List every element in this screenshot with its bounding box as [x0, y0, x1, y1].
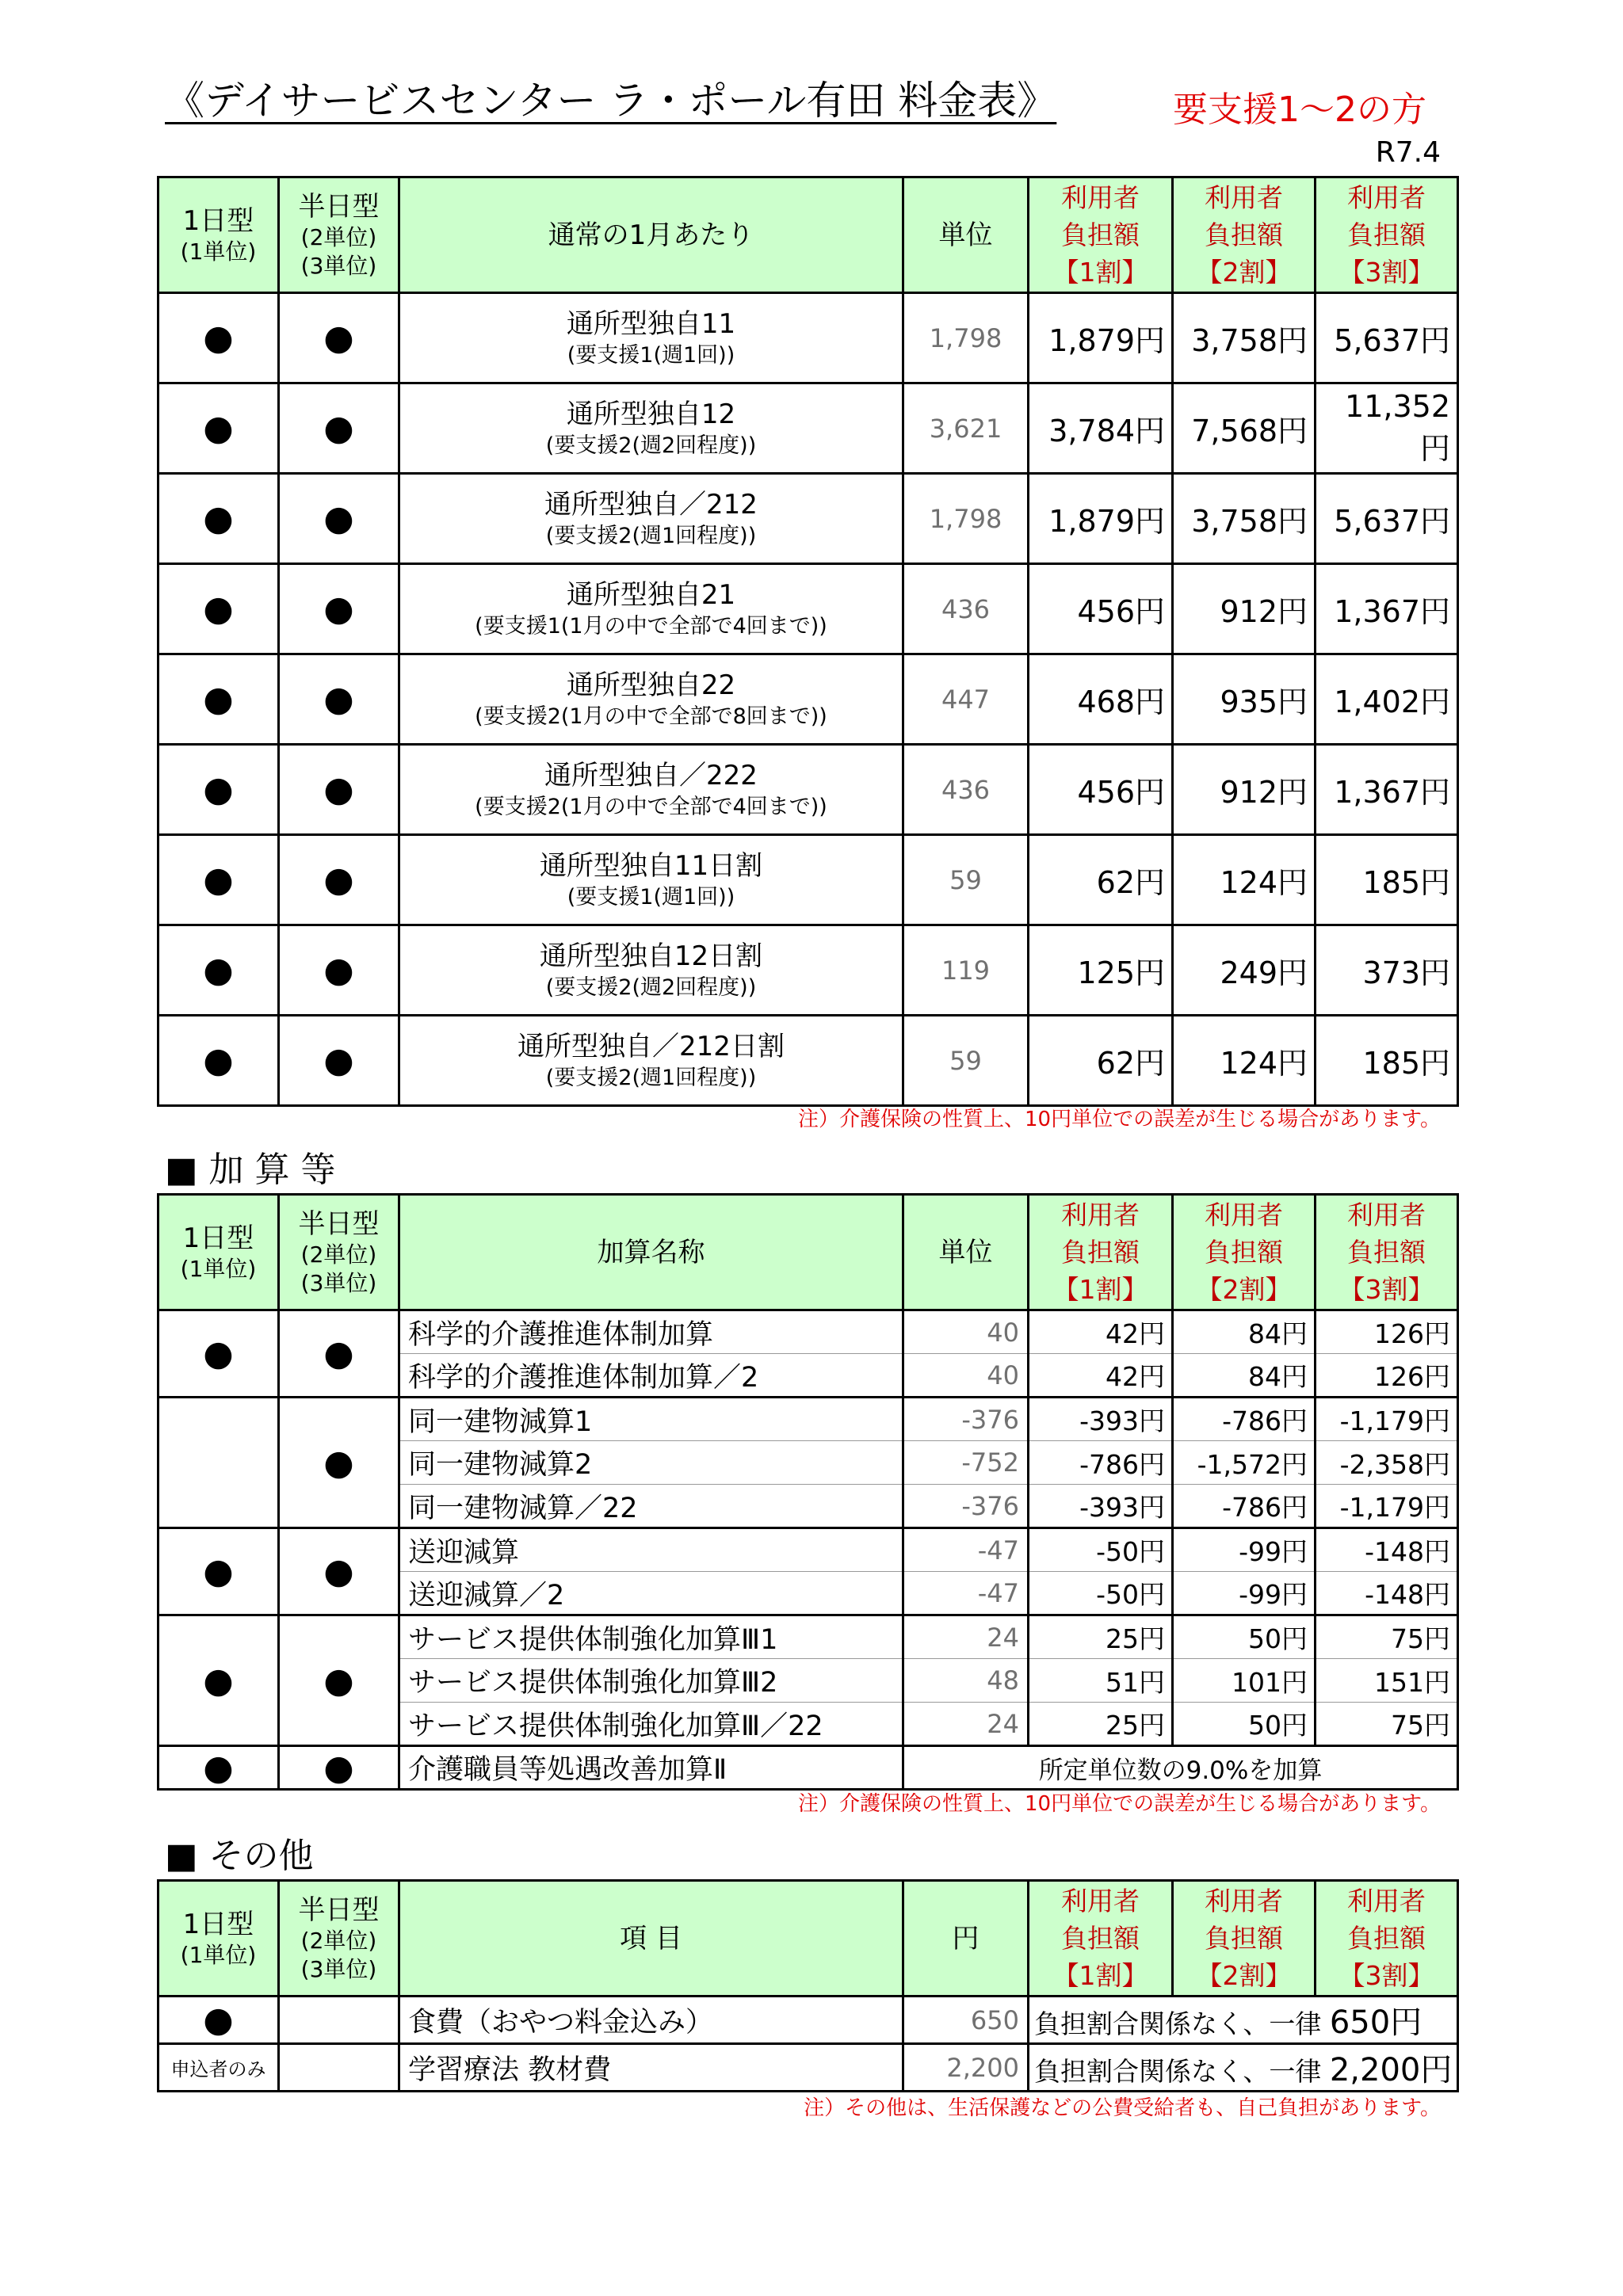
header-label: 負担額 — [1061, 219, 1140, 250]
burden-2-value: 84円 — [1173, 1354, 1316, 1398]
table-row — [158, 1997, 1458, 2044]
half-day-mark: ● — [279, 564, 399, 654]
service-name-cell — [399, 383, 903, 474]
unit-value: 436 — [903, 745, 1029, 835]
header-label: 利用者 — [1061, 1199, 1140, 1230]
burden-1-value: 51円 — [1029, 1659, 1173, 1703]
burden-1-value: 456円 — [1029, 745, 1173, 835]
header-label: 負担額 — [1347, 1237, 1426, 1268]
service-condition: (要支援1(週1回)) — [567, 884, 735, 910]
header-label: (2単位) — [300, 1241, 377, 1268]
half-day-mark: ● — [279, 1398, 399, 1528]
header-label: (3単位) — [300, 1955, 377, 1982]
header-full-day — [158, 1881, 279, 1997]
unit-value: 24 — [903, 1615, 1029, 1659]
table-header-row — [158, 177, 1458, 293]
burden-3-value: -148円 — [1316, 1528, 1458, 1572]
header-label: (2単位) — [300, 223, 377, 250]
full-day-mark: ● — [158, 1615, 279, 1746]
header-label: 負担額 — [1347, 1923, 1426, 1954]
service-condition: (要支援1(週1回)) — [567, 342, 735, 368]
full-day-mark: ● — [158, 564, 279, 654]
unit-value: 40 — [903, 1354, 1029, 1398]
header-label: 利用者 — [1061, 182, 1140, 213]
burden-1-value: 125円 — [1029, 925, 1173, 1016]
burden-2-value: -786円 — [1173, 1485, 1316, 1528]
burden-3-value: -1,179円 — [1316, 1398, 1458, 1441]
burden-3-value: 5,637円 — [1316, 293, 1458, 383]
burden-2-value: 101円 — [1173, 1659, 1316, 1703]
burden-3-value: 185円 — [1316, 835, 1458, 925]
item-price: 650 — [903, 1997, 1029, 2044]
addition-name: サービス提供体制強化加算Ⅲ／22 — [399, 1703, 903, 1746]
full-day-mark: ● — [158, 1310, 279, 1398]
header-burden-3 — [1316, 1881, 1458, 1997]
other-fees-table — [157, 1879, 1459, 2092]
header-name: 項 目 — [399, 1881, 903, 1997]
table-header-row — [158, 1195, 1458, 1310]
burden-3-value: 126円 — [1316, 1354, 1458, 1398]
header-burden-2 — [1173, 1195, 1316, 1310]
header-half-day — [279, 177, 399, 293]
service-name: 通所型独自21 — [566, 578, 736, 611]
burden-2-value: 249円 — [1173, 925, 1316, 1016]
table-row — [158, 1016, 1458, 1106]
half-day-mark — [279, 1997, 399, 2044]
table-row — [158, 745, 1458, 835]
addition-name: 送迎減算／2 — [399, 1572, 903, 1615]
table-row — [158, 835, 1458, 925]
half-day-mark: ● — [279, 1310, 399, 1398]
service-name: 通所型独自22 — [566, 669, 736, 701]
header-label: (1単位) — [180, 238, 257, 265]
page-title: 《デイサービスセンター ラ・ポール有田 料金表》 — [165, 78, 1057, 124]
full-day-mark: ● — [158, 1997, 279, 2044]
burden-2-value: -99円 — [1173, 1528, 1316, 1572]
service-name: 通所型独自／222 — [544, 759, 758, 791]
header-unit: 単位 — [903, 1195, 1029, 1310]
burden-1-value: 25円 — [1029, 1703, 1173, 1746]
burden-1-value: 25円 — [1029, 1615, 1173, 1659]
full-day-mark: ● — [158, 293, 279, 383]
header-name: 通常の1月あたり — [399, 177, 903, 293]
monthly-fee-table — [157, 176, 1459, 1107]
table-row — [158, 564, 1458, 654]
service-name-cell — [399, 745, 903, 835]
burden-2-value: 50円 — [1173, 1615, 1316, 1659]
addition-name: 送迎減算 — [399, 1528, 903, 1572]
addition-rate-note: 所定単位数の9.0%を加算 — [903, 1746, 1458, 1790]
header-label: 【1割】 — [1052, 257, 1148, 288]
table-row — [158, 1398, 1458, 1441]
header-label: 【2割】 — [1196, 257, 1292, 288]
unit-value: -376 — [903, 1398, 1029, 1441]
full-day-mark: ● — [158, 654, 279, 745]
flat-rate-text: 負担割合関係なく、一律 — [1034, 2056, 1322, 2087]
half-day-mark: ● — [279, 745, 399, 835]
burden-1-value: 468円 — [1029, 654, 1173, 745]
header-label: 利用者 — [1347, 1199, 1426, 1230]
item-name: 食費（おやつ料金込み） — [399, 1997, 903, 2044]
header-unit: 単位 — [903, 177, 1029, 293]
full-day-mark: ● — [158, 1746, 279, 1790]
header-burden-1 — [1029, 1881, 1173, 1997]
addition-name: サービス提供体制強化加算Ⅲ1 — [399, 1615, 903, 1659]
burden-3-value: 75円 — [1316, 1703, 1458, 1746]
table-header-row — [158, 1881, 1458, 1997]
burden-1-value: 1,879円 — [1029, 293, 1173, 383]
burden-1-value: 456円 — [1029, 564, 1173, 654]
header-label: (1単位) — [180, 1255, 257, 1282]
full-day-mark: ● — [158, 1528, 279, 1615]
burden-2-value: 124円 — [1173, 1016, 1316, 1106]
header-label: 負担額 — [1205, 1237, 1283, 1268]
header-burden-2 — [1173, 177, 1316, 293]
header-label: 負担額 — [1061, 1237, 1140, 1268]
header-label: 利用者 — [1061, 1886, 1140, 1917]
burden-3-value: 151円 — [1316, 1659, 1458, 1703]
full-day-mark: ● — [158, 474, 279, 564]
burden-3-value: 1,402円 — [1316, 654, 1458, 745]
header-label: 【1割】 — [1052, 1960, 1148, 1991]
addition-name: 同一建物減算2 — [399, 1441, 903, 1485]
header-label: 【2割】 — [1196, 1274, 1292, 1305]
burden-2-value: 50円 — [1173, 1703, 1316, 1746]
unit-value: 447 — [903, 654, 1029, 745]
burden-3-value: 1,367円 — [1316, 564, 1458, 654]
table2-note: 注）介護保険の性質上、10円単位での誤差が生じる場合があります。 — [797, 1792, 1441, 1816]
header-label: (1単位) — [180, 1941, 257, 1968]
service-name: 通所型独自11 — [566, 307, 736, 340]
unit-value: 436 — [903, 564, 1029, 654]
burden-3-value: 126円 — [1316, 1310, 1458, 1354]
addition-name: 科学的介護推進体制加算 — [399, 1310, 903, 1354]
flat-rate-note — [1029, 2044, 1458, 2092]
header-label: (3単位) — [300, 252, 377, 279]
service-condition: (要支援2(1月の中で全部で4回まで)) — [475, 794, 827, 819]
unit-value: 1,798 — [903, 293, 1029, 383]
header-label: 1日型 — [182, 1908, 254, 1940]
full-day-mark: ● — [158, 1016, 279, 1106]
burden-1-value: -786円 — [1029, 1441, 1173, 1485]
burden-3-value: 373円 — [1316, 925, 1458, 1016]
service-name: 通所型独自12 — [566, 398, 736, 430]
half-day-mark — [279, 2044, 399, 2092]
service-condition: (要支援2(1月の中で全部で8回まで)) — [475, 704, 827, 729]
header-half-day — [279, 1881, 399, 1997]
service-condition: (要支援2(週1回程度)) — [545, 523, 757, 548]
header-label: 【2割】 — [1196, 1960, 1292, 1991]
burden-3-value: 185円 — [1316, 1016, 1458, 1106]
half-day-mark: ● — [279, 835, 399, 925]
full-day-mark: ● — [158, 745, 279, 835]
full-day-mark — [158, 1398, 279, 1528]
item-name: 学習療法 教材費 — [399, 2044, 903, 2092]
full-day-mark: ● — [158, 835, 279, 925]
header-label: 負担額 — [1347, 219, 1426, 250]
header-label: (2単位) — [300, 1927, 377, 1954]
burden-1-value: 62円 — [1029, 835, 1173, 925]
unit-value: 1,798 — [903, 474, 1029, 564]
service-condition: (要支援2(週2回程度)) — [545, 433, 757, 458]
header-label: 利用者 — [1347, 182, 1426, 213]
item-price: 2,200 — [903, 2044, 1029, 2092]
header-label: 【3割】 — [1338, 1960, 1434, 1991]
header-burden-2 — [1173, 1881, 1316, 1997]
service-name-cell — [399, 835, 903, 925]
table-row — [158, 383, 1458, 474]
burden-1-value: -393円 — [1029, 1485, 1173, 1528]
addition-name: 科学的介護推進体制加算／2 — [399, 1354, 903, 1398]
half-day-mark: ● — [279, 1016, 399, 1106]
unit-value: 24 — [903, 1703, 1029, 1746]
section-heading-additions: ■ 加 算 等 — [165, 1150, 336, 1190]
burden-3-value: -2,358円 — [1316, 1441, 1458, 1485]
burden-2-value: -786円 — [1173, 1398, 1316, 1441]
table-row — [158, 1310, 1458, 1354]
header-burden-1 — [1029, 1195, 1173, 1310]
service-name: 通所型独自／212日割 — [517, 1030, 785, 1062]
burden-3-value: -148円 — [1316, 1572, 1458, 1615]
flat-rate-text: 負担割合関係なく、一律 — [1034, 2008, 1322, 2039]
half-day-mark: ● — [279, 1746, 399, 1790]
burden-2-value: 124円 — [1173, 835, 1316, 925]
flat-rate-value: 2,200円 — [1329, 2052, 1453, 2088]
unit-value: 40 — [903, 1310, 1029, 1354]
service-name-cell — [399, 1016, 903, 1106]
header-burden-1 — [1029, 177, 1173, 293]
header-label: 利用者 — [1205, 1886, 1283, 1917]
burden-1-value: 62円 — [1029, 1016, 1173, 1106]
header-label: 負担額 — [1205, 219, 1283, 250]
burden-1-value: -393円 — [1029, 1398, 1173, 1441]
additions-table — [157, 1193, 1459, 1791]
unit-value: -47 — [903, 1528, 1029, 1572]
burden-1-value: 1,879円 — [1029, 474, 1173, 564]
unit-value: 59 — [903, 835, 1029, 925]
service-name: 通所型独自11日割 — [539, 849, 763, 882]
burden-2-value: 84円 — [1173, 1310, 1316, 1354]
burden-2-value: -1,572円 — [1173, 1441, 1316, 1485]
burden-1-value: 42円 — [1029, 1310, 1173, 1354]
header-burden-3 — [1316, 177, 1458, 293]
burden-2-value: 3,758円 — [1173, 293, 1316, 383]
addition-name: 同一建物減算／22 — [399, 1485, 903, 1528]
half-day-mark: ● — [279, 383, 399, 474]
header-label: 利用者 — [1205, 182, 1283, 213]
table-row — [158, 1746, 1458, 1790]
table-row — [158, 1528, 1458, 1572]
unit-value: 48 — [903, 1659, 1029, 1703]
service-name: 通所型独自12日割 — [539, 940, 763, 972]
service-name-cell — [399, 654, 903, 745]
applicant-only-label: 申込者のみ — [158, 2044, 279, 2092]
header-label: 【3割】 — [1338, 257, 1434, 288]
service-name: 通所型独自／212 — [544, 488, 758, 521]
burden-2-value: 912円 — [1173, 745, 1316, 835]
table-row — [158, 293, 1458, 383]
table1-note: 注）介護保険の性質上、10円単位での誤差が生じる場合があります。 — [797, 1108, 1441, 1131]
section-heading-other: ■ その他 — [165, 1836, 314, 1876]
half-day-mark: ● — [279, 293, 399, 383]
header-full-day — [158, 1195, 279, 1310]
service-condition: (要支援1(1月の中で全部で4回まで)) — [475, 613, 827, 639]
burden-3-value: 75円 — [1316, 1615, 1458, 1659]
half-day-mark: ● — [279, 654, 399, 745]
service-name-cell — [399, 474, 903, 564]
half-day-mark: ● — [279, 1615, 399, 1746]
header-burden-3 — [1316, 1195, 1458, 1310]
table-row — [158, 1615, 1458, 1659]
header-label: 1日型 — [182, 204, 254, 237]
burden-1-value: -50円 — [1029, 1572, 1173, 1615]
flat-rate-value: 650円 — [1329, 2004, 1423, 2041]
burden-3-value: 11,352円 — [1316, 383, 1458, 474]
unit-value: 59 — [903, 1016, 1029, 1106]
burden-3-value: -1,179円 — [1316, 1485, 1458, 1528]
table-row — [158, 654, 1458, 745]
burden-1-value: 42円 — [1029, 1354, 1173, 1398]
table-row — [158, 925, 1458, 1016]
burden-3-value: 1,367円 — [1316, 745, 1458, 835]
burden-3-value: 5,637円 — [1316, 474, 1458, 564]
unit-value: 3,621 — [903, 383, 1029, 474]
header-label: 【3割】 — [1338, 1274, 1434, 1305]
service-name-cell — [399, 925, 903, 1016]
service-name-cell — [399, 564, 903, 654]
burden-2-value: 7,568円 — [1173, 383, 1316, 474]
burden-1-value: 3,784円 — [1029, 383, 1173, 474]
addition-name: 同一建物減算1 — [399, 1398, 903, 1441]
header-unit: 円 — [903, 1881, 1029, 1997]
header-label: 1日型 — [182, 1222, 254, 1254]
header-label: 半日型 — [298, 1207, 380, 1240]
service-condition: (要支援2(週1回程度)) — [545, 1065, 757, 1090]
half-day-mark: ● — [279, 1528, 399, 1615]
header-label: 半日型 — [298, 190, 380, 223]
table3-note: 注）その他は、生活保護などの公費受給者も、自己負担があります。 — [804, 2096, 1441, 2120]
unit-value: 119 — [903, 925, 1029, 1016]
unit-value: -376 — [903, 1485, 1029, 1528]
full-day-mark: ● — [158, 383, 279, 474]
header-label: 半日型 — [298, 1894, 380, 1926]
burden-2-value: 3,758円 — [1173, 474, 1316, 564]
half-day-mark: ● — [279, 925, 399, 1016]
header-label: 利用者 — [1347, 1886, 1426, 1917]
flat-rate-note — [1029, 1997, 1458, 2044]
burden-1-value: -50円 — [1029, 1528, 1173, 1572]
burden-2-value: 935円 — [1173, 654, 1316, 745]
header-name: 加算名称 — [399, 1195, 903, 1310]
unit-value: -47 — [903, 1572, 1029, 1615]
table-row — [158, 2044, 1458, 2092]
burden-2-value: 912円 — [1173, 564, 1316, 654]
table-row — [158, 474, 1458, 564]
revision-date: R7.4 — [1375, 136, 1441, 169]
header-label: 負担額 — [1205, 1923, 1283, 1954]
unit-value: -752 — [903, 1441, 1029, 1485]
addition-name: サービス提供体制強化加算Ⅲ2 — [399, 1659, 903, 1703]
header-label: 【1割】 — [1052, 1274, 1148, 1305]
service-condition: (要支援2(週2回程度)) — [545, 974, 757, 1000]
header-label: 利用者 — [1205, 1199, 1283, 1230]
page-subtitle: 要支援1～2の方 — [1173, 90, 1426, 130]
header-half-day — [279, 1195, 399, 1310]
header-full-day — [158, 177, 279, 293]
full-day-mark: ● — [158, 925, 279, 1016]
header-label: (3単位) — [300, 1269, 377, 1296]
addition-name: 介護職員等処遇改善加算Ⅱ — [399, 1746, 903, 1790]
header-label: 負担額 — [1061, 1923, 1140, 1954]
half-day-mark: ● — [279, 474, 399, 564]
service-name-cell — [399, 293, 903, 383]
burden-2-value: -99円 — [1173, 1572, 1316, 1615]
